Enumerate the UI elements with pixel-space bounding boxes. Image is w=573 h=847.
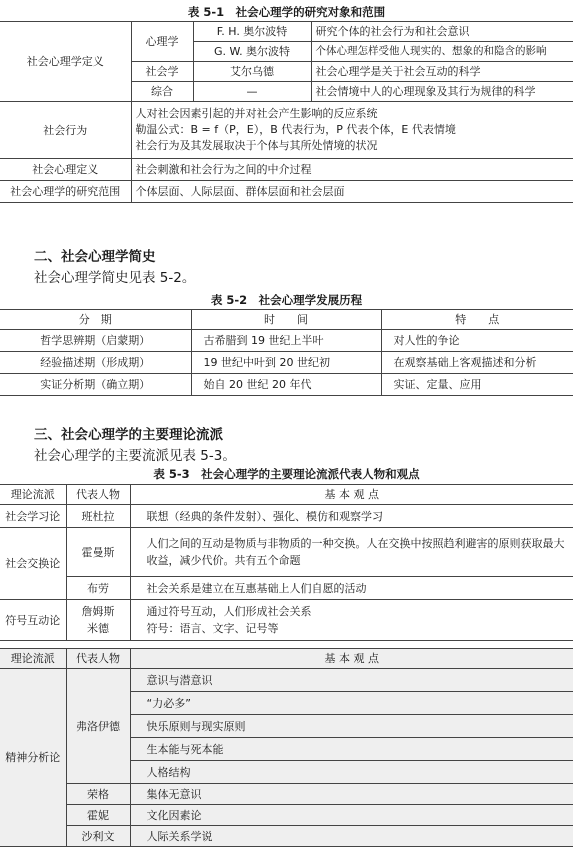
t2-row3-feature: 实证、定量、应用	[381, 374, 573, 396]
t2-row2-time: 19 世纪中叶到 20 世纪初	[191, 352, 381, 374]
t3-symbolic-view-2: 符号：语言、文字、记号等	[146, 622, 279, 635]
t4-horney: 霍妮	[66, 805, 130, 826]
behavior-label: 社会行为	[0, 102, 131, 159]
desc-ellwood: 社会心理学是关于社会互动的科学	[311, 62, 573, 82]
person-dash: —	[193, 82, 311, 102]
section2-intro: 社会心理学简史见表 5-2。	[34, 270, 196, 286]
t4-freud-view-5: 人格结构	[130, 761, 573, 784]
table3-caption: 表 5-3 社会心理学的主要理论流派代表人物和观点	[153, 467, 420, 481]
t3-social-exchange-school: 社会交换论	[0, 528, 66, 600]
t3-social-learning-view: 联想（经典的条件发射）、强化、模仿和观察学习	[130, 505, 573, 528]
t2-header-time: 时 间	[191, 310, 381, 330]
t4-header-person: 代表人物	[66, 649, 130, 669]
t2-row2-feature: 在观察基础上客观描述和分析	[381, 352, 573, 374]
person-ellwood: 艾尔乌德	[193, 62, 311, 82]
t2-row1-feature: 对人性的争论	[381, 330, 573, 352]
t2-row1-period: 哲学思辨期（启蒙期）	[0, 330, 191, 352]
sp-def-label: 社会心理定义	[0, 159, 131, 181]
t3-symbolic-school: 符号互动论	[0, 600, 66, 641]
person-fh: F. H. 奥尔波特	[193, 22, 311, 42]
table4	[0, 648, 573, 847]
t3-social-learning-person: 班杜拉	[66, 505, 130, 528]
t4-sullivan: 沙利文	[66, 826, 130, 847]
group-psychology: 心理学	[131, 22, 193, 62]
t2-row3-period: 实证分析期（确立期）	[0, 374, 191, 396]
t3-blau: 布劳	[66, 577, 130, 600]
section3-intro: 社会心理学的主要流派见表 5-3。	[34, 448, 236, 464]
table2-caption: 表 5-2 社会心理学发展历程	[210, 293, 363, 307]
t2-header-period: 分 期	[0, 310, 191, 330]
t3-blau-view: 社会关系是建立在互惠基础上人们自愿的活动	[130, 577, 573, 600]
t2-row2-period: 经验描述期（形成期）	[0, 352, 191, 374]
sp-def-text: 社会刺激和社会行为之间的中介过程	[131, 159, 573, 181]
desc-integrated: 社会情境中人的心理现象及其行为规律的科学	[311, 82, 573, 102]
behavior-line-3: 社会行为及其发展取决于个体与其所处情境的状况	[135, 139, 378, 152]
t4-header-school: 理论流派	[0, 649, 66, 669]
t4-freud-view-3: 快乐原则与现实原则	[130, 715, 573, 738]
t3-social-learning-school: 社会学习论	[0, 505, 66, 528]
behavior-line-1: 人对社会因素引起的并对社会产生影响的反应系统	[135, 107, 378, 120]
t3-header-school: 理论流派	[0, 485, 66, 505]
t4-freud: 弗洛伊德	[66, 669, 130, 784]
table3	[0, 484, 573, 641]
group-sociology: 社会学	[131, 62, 193, 82]
t4-psychoanalysis-school: 精神分析论	[0, 669, 66, 847]
t3-header-view: 基 本 观 点	[130, 485, 573, 505]
t3-james: 詹姆斯	[81, 605, 115, 618]
t4-freud-view-1: 意识与潜意识	[130, 669, 573, 692]
t2-row1-time: 古希腊到 19 世纪上半叶	[191, 330, 381, 352]
t4-freud-view-2: “力必多”	[130, 692, 573, 715]
t4-jung: 荣格	[66, 784, 130, 805]
section2-heading: 二、社会心理学简史	[34, 249, 156, 265]
scope-label: 社会心理学的研究范围	[0, 181, 131, 203]
t3-homans: 霍曼斯	[66, 528, 130, 577]
t3-symbolic-view	[130, 600, 573, 641]
table1	[0, 21, 573, 203]
t2-header-feature: 特 点	[381, 310, 573, 330]
t3-symbolic-view-1: 通过符号互动，人们形成社会关系	[146, 605, 312, 618]
person-gw: G. W. 奥尔波特	[193, 42, 311, 62]
behavior-line-2: 勒温公式：B = f（P，E），B 代表行为，P 代表个体，E 代表情境	[135, 123, 456, 136]
section3-heading: 三、社会心理学的主要理论流派	[34, 427, 223, 443]
def-label: 社会心理学定义	[0, 22, 131, 102]
t3-header-person: 代表人物	[66, 485, 130, 505]
t3-homans-view: 人们之间的互动是物质与非物质的一种交换。人在交换中按照趋利避害的原则获取最大收益，减少代价。共有五个命题	[130, 528, 573, 577]
t4-sullivan-view: 人际关系学说	[130, 826, 573, 847]
t3-mead: 米德	[87, 622, 109, 635]
t3-symbolic-person	[66, 600, 130, 641]
t4-jung-view: 集体无意识	[130, 784, 573, 805]
table1-caption: 表 5-1 社会心理学的研究对象和范围	[187, 5, 386, 19]
group-integrated: 综合	[131, 82, 193, 102]
table2	[0, 309, 573, 396]
desc-gw: 个体心理怎样受他人现实的、想象的和隐含的影响	[311, 42, 573, 62]
scope-text: 个体层面、人际层面、群体层面和社会层面	[131, 181, 573, 203]
desc-fh: 研究个体的社会行为和社会意识	[311, 22, 573, 42]
t4-horney-view: 文化因素论	[130, 805, 573, 826]
t4-freud-view-4: 生本能与死本能	[130, 738, 573, 761]
behavior-text	[131, 102, 573, 159]
t4-header-view: 基 本 观 点	[130, 649, 573, 669]
t2-row3-time: 始自 20 世纪 20 年代	[191, 374, 381, 396]
